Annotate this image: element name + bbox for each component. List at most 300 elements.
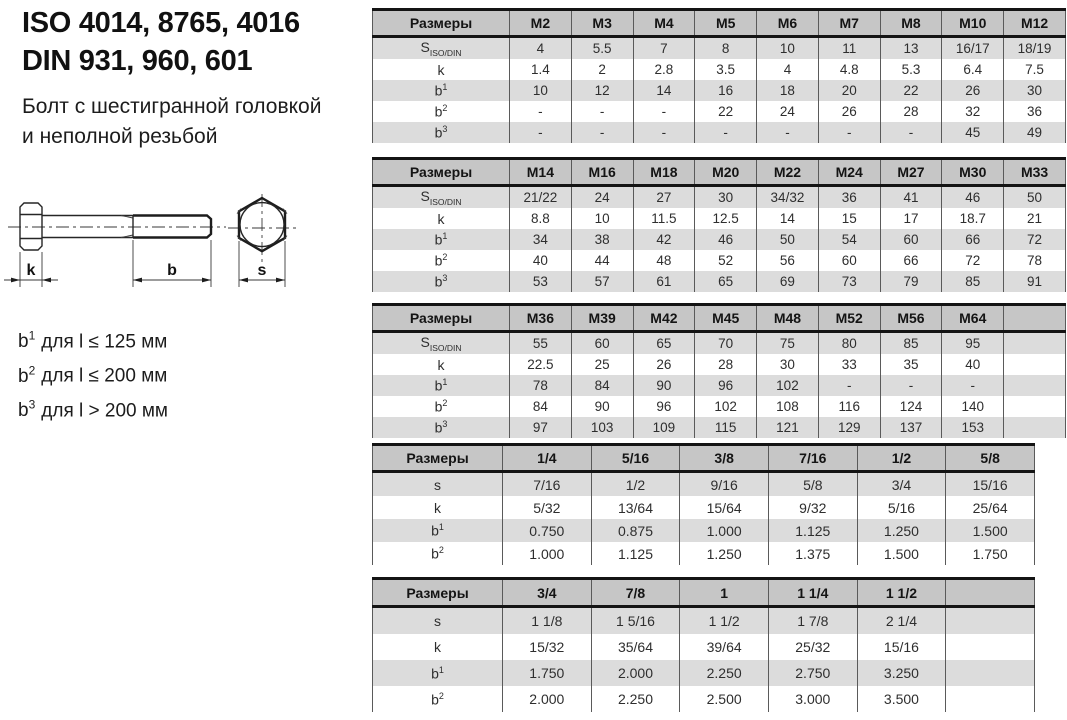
value-cell: 34 (510, 229, 572, 250)
table-row (373, 271, 1066, 292)
value-cell: 72 (1004, 229, 1066, 250)
value-cell: 3/4 (857, 472, 946, 497)
value-cell: - (880, 375, 942, 396)
value-cell: 1.4 (510, 59, 572, 80)
value-cell: 57 (571, 271, 633, 292)
column-header: M22 (757, 159, 819, 186)
column-header: 3/8 (680, 445, 769, 472)
footnotes (18, 322, 168, 425)
value-cell: 1.000 (503, 542, 592, 565)
value-cell: 2.8 (633, 59, 695, 80)
value-cell: 95 (942, 332, 1004, 355)
value-cell: 4 (757, 59, 819, 80)
value-cell: 1 7/8 (768, 607, 857, 635)
row-label: $b^1$ (373, 80, 510, 101)
value-cell: 1.125 (768, 519, 857, 542)
column-header: M12 (1004, 10, 1066, 37)
value-cell: 124 (880, 396, 942, 417)
column-header: M16 (571, 159, 633, 186)
sizes-header: Размеры (373, 305, 510, 332)
value-cell: 79 (880, 271, 942, 292)
value-cell: 2.500 (680, 686, 769, 712)
row-label: $S_{ISO/DIN}$ (373, 37, 510, 60)
value-cell: 70 (695, 332, 757, 355)
value-cell: 38 (571, 229, 633, 250)
subtitle-line-2: и неполной резьбой (22, 125, 218, 148)
value-cell: 49 (1004, 122, 1066, 143)
value-cell: 137 (880, 417, 942, 438)
value-cell: 10 (510, 80, 572, 101)
value-cell (1004, 375, 1066, 396)
table-row (373, 37, 1066, 60)
value-cell (946, 607, 1035, 635)
bolt-technical-drawing (0, 185, 340, 315)
table-row (373, 250, 1066, 271)
value-cell: 30 (757, 354, 819, 375)
value-cell: 50 (1004, 186, 1066, 209)
value-cell: 1.500 (946, 519, 1035, 542)
value-cell: 15/32 (503, 634, 592, 660)
column-header: M3 (571, 10, 633, 37)
value-cell: 91 (1004, 271, 1066, 292)
value-cell: - (695, 122, 757, 143)
value-cell: 13/64 (591, 496, 680, 519)
value-cell: 15/64 (680, 496, 769, 519)
value-cell: 109 (633, 417, 695, 438)
value-cell: 11.5 (633, 208, 695, 229)
bolt-head-side (20, 203, 42, 250)
value-cell: 66 (942, 229, 1004, 250)
value-cell: 30 (1004, 80, 1066, 101)
value-cell: 46 (942, 186, 1004, 209)
table-row (373, 542, 1035, 565)
value-cell: 36 (818, 186, 880, 209)
value-cell: 44 (571, 250, 633, 271)
value-cell: 1 1/2 (680, 607, 769, 635)
column-header: 7/16 (768, 445, 857, 472)
header-row (373, 579, 1035, 607)
value-cell: 80 (818, 332, 880, 355)
thread-section (133, 216, 211, 238)
value-cell: 22 (695, 101, 757, 122)
dim-label-k: k (26, 262, 36, 279)
size-table-metric-3 (372, 303, 1066, 438)
value-cell: 32 (942, 101, 1004, 122)
value-cell: 9/32 (768, 496, 857, 519)
column-header: M52 (818, 305, 880, 332)
footnote-b1: $b^1$ для l ≤ 125 мм (18, 329, 168, 353)
size-table-metric-2 (372, 157, 1066, 292)
value-cell: 4.8 (818, 59, 880, 80)
value-cell: 2.250 (680, 660, 769, 686)
value-cell: 18 (757, 80, 819, 101)
value-cell (1004, 396, 1066, 417)
value-cell: - (633, 122, 695, 143)
value-cell: 42 (633, 229, 695, 250)
value-cell: 2.250 (591, 686, 680, 712)
column-header: 1/4 (503, 445, 592, 472)
row-label: $b^1$ (373, 375, 510, 396)
size-table (372, 577, 1035, 712)
row-label: $b^3$ (373, 271, 510, 292)
value-cell: 52 (695, 250, 757, 271)
value-cell: 11 (818, 37, 880, 60)
value-cell: 1.000 (680, 519, 769, 542)
column-header: 7/8 (591, 579, 680, 607)
value-cell: 10 (757, 37, 819, 60)
column-header: M64 (942, 305, 1004, 332)
value-cell: 96 (695, 375, 757, 396)
arrow-s-left (239, 278, 248, 283)
value-cell: 90 (633, 375, 695, 396)
value-cell: 33 (818, 354, 880, 375)
value-cell: 2 1/4 (857, 607, 946, 635)
column-header: M24 (818, 159, 880, 186)
column-header: M30 (942, 159, 1004, 186)
value-cell: 1.375 (768, 542, 857, 565)
table-row (373, 101, 1066, 122)
column-header: 3/4 (503, 579, 592, 607)
value-cell: 69 (757, 271, 819, 292)
column-header: 1 1/2 (857, 579, 946, 607)
column-header: 1 1/4 (768, 579, 857, 607)
value-cell: 30 (695, 186, 757, 209)
row-label: $b^2$ (373, 396, 510, 417)
value-cell: 3.250 (857, 660, 946, 686)
value-cell: 50 (757, 229, 819, 250)
sizes-header: Размеры (373, 159, 510, 186)
value-cell: 45 (942, 122, 1004, 143)
value-cell: 90 (571, 396, 633, 417)
value-cell: 153 (942, 417, 1004, 438)
size-table-inch-1 (372, 443, 1035, 565)
value-cell: 115 (695, 417, 757, 438)
value-cell: 116 (818, 396, 880, 417)
table-row (373, 375, 1066, 396)
value-cell: - (633, 101, 695, 122)
value-cell: 121 (757, 417, 819, 438)
value-cell: 2.000 (503, 686, 592, 712)
value-cell: 18.7 (942, 208, 1004, 229)
column-header: M56 (880, 305, 942, 332)
title-iso: ISO 4014, 8765, 4016 (22, 7, 300, 39)
row-label: k (373, 208, 510, 229)
table-row (373, 496, 1035, 519)
value-cell: - (757, 122, 819, 143)
value-cell: 25/64 (946, 496, 1035, 519)
value-cell: 5/16 (857, 496, 946, 519)
table-row (373, 686, 1035, 712)
row-label: k (373, 496, 503, 519)
value-cell: 25/32 (768, 634, 857, 660)
table-row (373, 607, 1035, 635)
column-header: M45 (695, 305, 757, 332)
arrow-k-right (42, 278, 51, 283)
value-cell: 84 (571, 375, 633, 396)
value-cell: 1/2 (591, 472, 680, 497)
row-label: $b^3$ (373, 122, 510, 143)
column-header: M2 (510, 10, 572, 37)
value-cell: 40 (510, 250, 572, 271)
column-header: M10 (942, 10, 1004, 37)
value-cell (1004, 332, 1066, 355)
value-cell: - (571, 122, 633, 143)
table-row (373, 519, 1035, 542)
value-cell: 3.000 (768, 686, 857, 712)
value-cell: - (818, 122, 880, 143)
page-title (22, 4, 300, 80)
header-row (373, 10, 1066, 37)
bolt-drawing-svg (0, 185, 340, 315)
value-cell: 65 (695, 271, 757, 292)
value-cell: 1 1/8 (503, 607, 592, 635)
value-cell: 1 5/16 (591, 607, 680, 635)
value-cell: 140 (942, 396, 1004, 417)
value-cell: 78 (1004, 250, 1066, 271)
value-cell: 14 (633, 80, 695, 101)
size-table-metric-1 (372, 8, 1066, 143)
value-cell: 84 (510, 396, 572, 417)
value-cell: 15 (818, 208, 880, 229)
value-cell: 129 (818, 417, 880, 438)
subtitle-line-1: Болт с шестигранной головкой (22, 95, 322, 118)
value-cell: 7 (633, 37, 695, 60)
row-label: $b^2$ (373, 686, 503, 712)
sizes-header: Размеры (373, 10, 510, 37)
value-cell: - (880, 122, 942, 143)
value-cell: 28 (880, 101, 942, 122)
row-label: $b^1$ (373, 519, 503, 542)
column-header: 1 (680, 579, 769, 607)
value-cell: 65 (633, 332, 695, 355)
value-cell: 1.250 (857, 519, 946, 542)
row-label: s (373, 607, 503, 635)
size-table (372, 157, 1066, 292)
footnote-b2: $b^2$ для l ≤ 200 мм (18, 363, 168, 387)
value-cell: 53 (510, 271, 572, 292)
footnote-b3: $b^3$ для l > 200 мм (18, 397, 168, 421)
table-row (373, 332, 1066, 355)
row-label: k (373, 634, 503, 660)
table-row (373, 229, 1066, 250)
table-row (373, 417, 1066, 438)
row-label: $b^2$ (373, 542, 503, 565)
column-header: M39 (571, 305, 633, 332)
value-cell: 60 (571, 332, 633, 355)
value-cell: 54 (818, 229, 880, 250)
table-row (373, 80, 1066, 101)
value-cell: 102 (757, 375, 819, 396)
table-row (373, 354, 1066, 375)
value-cell: 55 (510, 332, 572, 355)
title-din: DIN 931, 960, 601 (22, 45, 253, 77)
value-cell: - (818, 375, 880, 396)
size-table (372, 8, 1066, 143)
column-header: M33 (1004, 159, 1066, 186)
column-header (1004, 305, 1066, 332)
value-cell: 97 (510, 417, 572, 438)
value-cell (946, 660, 1035, 686)
value-cell: 8 (695, 37, 757, 60)
value-cell (946, 686, 1035, 712)
value-cell: 40 (942, 354, 1004, 375)
row-label: $b^3$ (373, 417, 510, 438)
value-cell: 24 (571, 186, 633, 209)
value-cell: 18/19 (1004, 37, 1066, 60)
value-cell: 26 (818, 101, 880, 122)
column-header: M8 (880, 10, 942, 37)
value-cell: - (942, 375, 1004, 396)
value-cell (1004, 354, 1066, 375)
column-header: 5/16 (591, 445, 680, 472)
arrow-b-left (133, 278, 142, 283)
column-header (946, 579, 1035, 607)
value-cell: 60 (818, 250, 880, 271)
value-cell: 0.750 (503, 519, 592, 542)
value-cell: 1.125 (591, 542, 680, 565)
value-cell: 5/32 (503, 496, 592, 519)
value-cell: 26 (633, 354, 695, 375)
column-header: 5/8 (946, 445, 1035, 472)
value-cell (1004, 417, 1066, 438)
value-cell: 25 (571, 354, 633, 375)
column-header: M27 (880, 159, 942, 186)
table-row (373, 634, 1035, 660)
value-cell: 8.8 (510, 208, 572, 229)
column-header: M18 (633, 159, 695, 186)
row-label: $b^2$ (373, 250, 510, 271)
value-cell: 2 (571, 59, 633, 80)
value-cell: 1.500 (857, 542, 946, 565)
value-cell: 108 (757, 396, 819, 417)
arrow-b-right (202, 278, 211, 283)
value-cell: 7.5 (1004, 59, 1066, 80)
value-cell: 20 (818, 80, 880, 101)
value-cell: 72 (942, 250, 1004, 271)
value-cell: 3.5 (695, 59, 757, 80)
row-label: k (373, 354, 510, 375)
value-cell: 1.750 (946, 542, 1035, 565)
value-cell: 36 (1004, 101, 1066, 122)
value-cell: 5.5 (571, 37, 633, 60)
row-label: $S_{ISO/DIN}$ (373, 332, 510, 355)
value-cell: 73 (818, 271, 880, 292)
value-cell: 35 (880, 354, 942, 375)
table-row (373, 472, 1035, 497)
row-label: k (373, 59, 510, 80)
value-cell: 15/16 (946, 472, 1035, 497)
value-cell: 12 (571, 80, 633, 101)
row-label: s (373, 472, 503, 497)
table-row (373, 186, 1066, 209)
value-cell: 26 (942, 80, 1004, 101)
value-cell: 12.5 (695, 208, 757, 229)
table-row (373, 59, 1066, 80)
header-row (373, 445, 1035, 472)
header-row (373, 305, 1066, 332)
value-cell: 85 (880, 332, 942, 355)
value-cell: 6.4 (942, 59, 1004, 80)
value-cell: 9/16 (680, 472, 769, 497)
value-cell: 0.875 (591, 519, 680, 542)
value-cell: 66 (880, 250, 942, 271)
table-row (373, 396, 1066, 417)
value-cell: 96 (633, 396, 695, 417)
column-header: M48 (757, 305, 819, 332)
row-label: $b^1$ (373, 660, 503, 686)
value-cell: 75 (757, 332, 819, 355)
value-cell: 60 (880, 229, 942, 250)
sizes-header: Размеры (373, 445, 503, 472)
value-cell: 16 (695, 80, 757, 101)
value-cell: 2.750 (768, 660, 857, 686)
value-cell: 103 (571, 417, 633, 438)
size-table (372, 303, 1066, 438)
value-cell: 10 (571, 208, 633, 229)
value-cell: 56 (757, 250, 819, 271)
arrow-s-right (276, 278, 285, 283)
value-cell: 21 (1004, 208, 1066, 229)
column-header: M36 (510, 305, 572, 332)
value-cell: 1.750 (503, 660, 592, 686)
column-header: M20 (695, 159, 757, 186)
sizes-header: Размеры (373, 579, 503, 607)
size-table-inch-2 (372, 577, 1035, 712)
value-cell: 78 (510, 375, 572, 396)
value-cell: 4 (510, 37, 572, 60)
value-cell: 41 (880, 186, 942, 209)
page-subtitle (22, 92, 321, 152)
column-header: M6 (757, 10, 819, 37)
value-cell: 34/32 (757, 186, 819, 209)
value-cell: 85 (942, 271, 1004, 292)
column-header: M14 (510, 159, 572, 186)
value-cell: 5/8 (768, 472, 857, 497)
table-row (373, 208, 1066, 229)
value-cell: 7/16 (503, 472, 592, 497)
value-cell: 35/64 (591, 634, 680, 660)
row-label: $S_{ISO/DIN}$ (373, 186, 510, 209)
row-label: $b^1$ (373, 229, 510, 250)
value-cell: 27 (633, 186, 695, 209)
header-row (373, 159, 1066, 186)
value-cell: 5.3 (880, 59, 942, 80)
table-row (373, 122, 1066, 143)
value-cell: 16/17 (942, 37, 1004, 60)
arrow-k-left (11, 278, 20, 283)
column-header: 1/2 (857, 445, 946, 472)
value-cell: 48 (633, 250, 695, 271)
column-header: M4 (633, 10, 695, 37)
value-cell: 14 (757, 208, 819, 229)
value-cell: 3.500 (857, 686, 946, 712)
column-header: M7 (818, 10, 880, 37)
column-header: M42 (633, 305, 695, 332)
row-label: $b^2$ (373, 101, 510, 122)
value-cell: 39/64 (680, 634, 769, 660)
value-cell: 24 (757, 101, 819, 122)
column-header: M5 (695, 10, 757, 37)
value-cell: 28 (695, 354, 757, 375)
value-cell: 1.250 (680, 542, 769, 565)
value-cell: 17 (880, 208, 942, 229)
value-cell: - (510, 122, 572, 143)
size-table (372, 443, 1035, 565)
value-cell (946, 634, 1035, 660)
table-row (373, 660, 1035, 686)
value-cell: - (571, 101, 633, 122)
value-cell: 21/22 (510, 186, 572, 209)
